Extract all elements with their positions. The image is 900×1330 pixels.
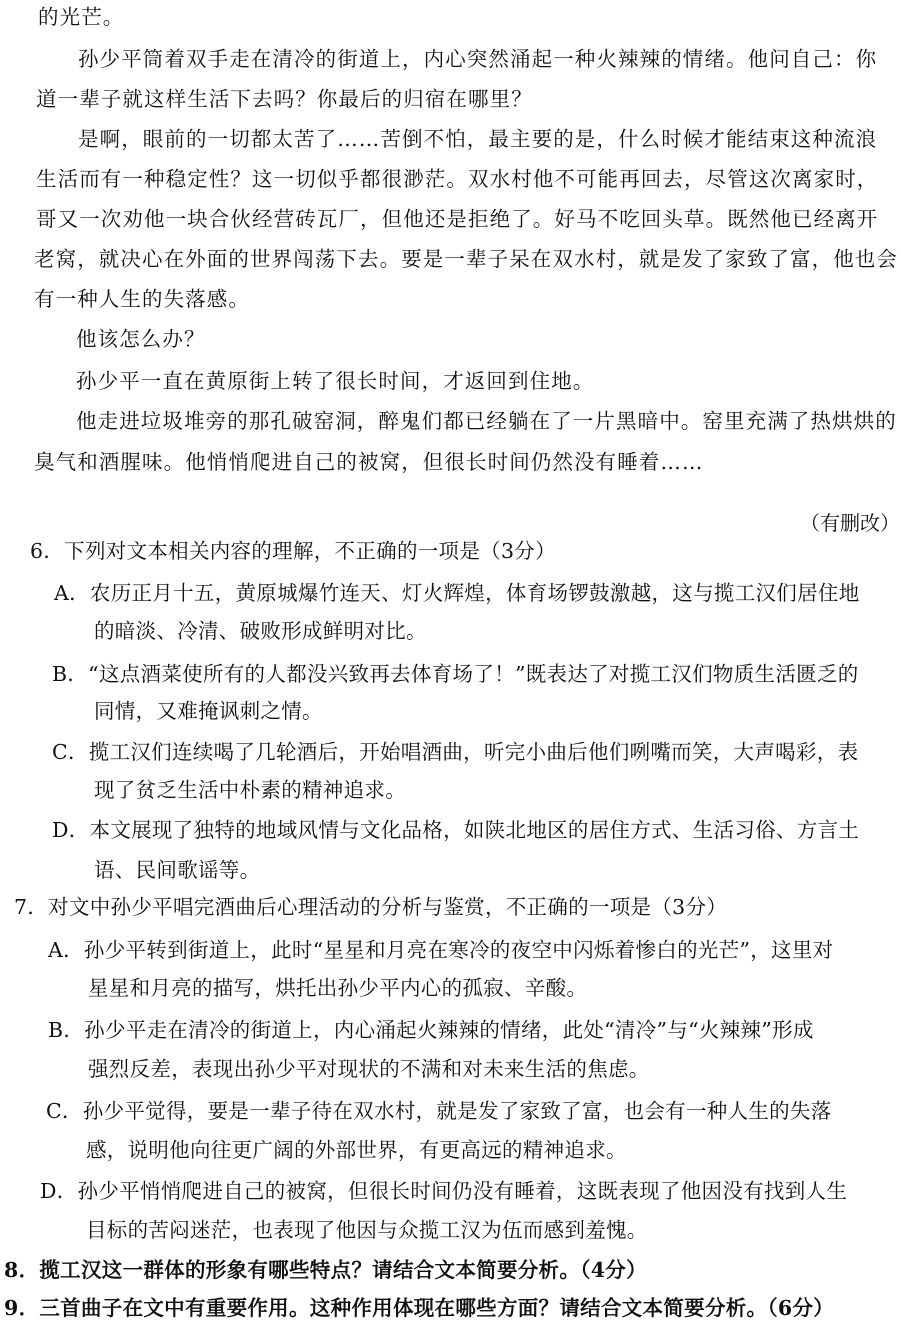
passage-line: 生活而有一种稳定性？这一切似乎都很渺茫。双水村他不可能再回去，尽管这次离家时， bbox=[36, 167, 879, 191]
question-7-option-b-cont: 强烈反差，表现出孙少平对现状的不满和对未来生活的焦虑。 bbox=[88, 1057, 650, 1081]
question-9: 9．三首曲子在文中有重要作用。这种作用体现在哪些方面？请结合文本简要分析。（6分） bbox=[4, 1296, 835, 1320]
passage-line: 他该怎么办？ bbox=[76, 327, 206, 351]
passage-line: 道一辈子就这样生活下去吗？你最后的归宿在哪里？ bbox=[36, 87, 533, 111]
question-7-option-d-cont: 目标的苦闷迷茫，也表现了他因与众揽工汉为伍而感到羞愧。 bbox=[86, 1218, 648, 1242]
source-note: （有删改） bbox=[800, 511, 900, 535]
question-6-option-d-cont: 语、民间歌谣等。 bbox=[94, 858, 261, 882]
question-7-option-b: B．孙少平走在清冷的街道上，内心涌起火辣辣的情绪，此处“清冷”与“火辣辣”形成 bbox=[48, 1018, 814, 1042]
question-6-option-d: D．本文展现了独特的地域风情与文化品格，如陕北地区的居住方式、生活习俗、方言土 bbox=[52, 818, 860, 842]
passage-line: 有一种人生的失落感。 bbox=[34, 287, 250, 311]
question-7-option-a: A．孙少平转到街道上，此时“星星和月亮在寒冷的夜空中闪烁着惨白的光芒”，这里对 bbox=[48, 938, 834, 962]
question-7-option-c: C．孙少平觉得，要是一辈子待在双水村，就是发了家致了富，也会有一种人生的失落 bbox=[46, 1099, 832, 1123]
question-7-option-d: D．孙少平悄悄爬进自己的被窝，但很长时间仍没有睡着，这既表现了他因没有找到人生 bbox=[40, 1179, 848, 1203]
question-6-option-b: B．“这点酒菜使所有的人都没兴致再去体育场了！”既表达了对揽工汉们物质生活匮乏的 bbox=[52, 662, 859, 686]
passage-line: 是啊，眼前的一切都太苦了……苦倒不怕，最主要的是，什么时候才能结束这种流浪 bbox=[78, 127, 878, 151]
passage-line: 他走进垃圾堆旁的那孔破窑洞，醉鬼们都已经躺在了一片黑暗中。窑里充满了热烘烘的 bbox=[76, 409, 897, 433]
passage-line: 老窝，就决心在外面的世界闯荡下去。要是一辈子呆在双水村，就是发了家致了富，他也会 bbox=[34, 247, 898, 271]
passage-line: 哥又一次劝他一块合伙经营砖瓦厂，但他还是拒绝了。好马不吃回头草。既然他已经离开 bbox=[36, 207, 879, 231]
passage-line: 孙少平筒着双手走在清冷的街道上，内心突然涌起一种火辣辣的情绪。他问自己：你 bbox=[78, 47, 878, 71]
question-6-option-c: C．揽工汉们连续喝了几轮酒后，开始唱酒曲，听完小曲后他们咧嘴而笑，大声喝彩，表 bbox=[52, 740, 859, 764]
passage-line: 臭气和酒腥味。他悄悄爬进自己的被窝，但很长时间仍然没有睡着…… bbox=[34, 450, 704, 474]
passage-line: 孙少平一直在黄原街上转了很长时间，才返回到住地。 bbox=[76, 369, 595, 393]
question-6-stem: 6．下列对文本相关内容的理解，不正确的一项是（3分） bbox=[30, 539, 556, 563]
question-8: 8．揽工汉这一群体的形象有哪些特点？请结合文本简要分析。（4分） bbox=[4, 1258, 647, 1282]
question-6-option-b-cont: 同情，又难掩讽刺之情。 bbox=[94, 699, 323, 723]
question-7-stem: 7．对文中孙少平唱完酒曲后心理活动的分析与鉴赏，不正确的一项是（3分） bbox=[14, 895, 728, 919]
question-7-option-c-cont: 感，说明他向往更广阔的外部世界，有更高远的精神追求。 bbox=[86, 1138, 627, 1162]
question-6-option-c-cont: 现了贫乏生活中朴素的精神追求。 bbox=[94, 778, 406, 802]
passage-line: 的光芒。 bbox=[38, 5, 125, 29]
question-6-option-a: A．农历正月十五，黄原城爆竹连天、灯火辉煌，体育场锣鼓激越，这与揽工汉们居住地 bbox=[54, 581, 860, 605]
question-6-option-a-cont: 的暗淡、冷清、破败形成鲜明对比。 bbox=[94, 619, 427, 643]
question-7-option-a-cont: 星星和月亮的描写，烘托出孙少平内心的孤寂、辛酸。 bbox=[88, 976, 588, 1000]
